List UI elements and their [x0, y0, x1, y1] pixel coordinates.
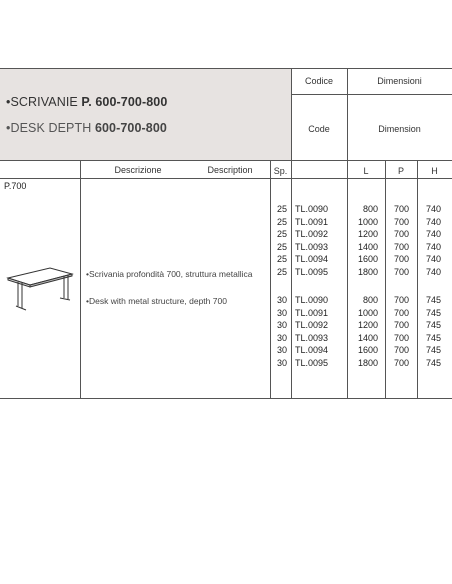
table-cell-code: TL.0095	[295, 357, 329, 368]
description-english-text: Desk with metal structure, depth 700	[88, 296, 227, 306]
header-dimension: Dimension	[378, 124, 421, 134]
table-cell-code: TL.0093	[295, 332, 329, 343]
table-cell-p: 700	[393, 254, 409, 264]
table-cell-p: 700	[393, 345, 409, 355]
table-cell-sp: 30	[276, 295, 287, 305]
table-cell-h: 740	[425, 254, 441, 264]
table-cell-code: TL.0093	[295, 241, 329, 252]
table-cell-h: 745	[425, 295, 441, 305]
table-cell-code: TL.0095	[295, 266, 329, 277]
table-cell-p: 700	[393, 357, 409, 368]
table-cell-l: 800	[362, 295, 378, 305]
table-cell-l: 1400	[357, 241, 378, 252]
table-cell-p: 700	[393, 229, 409, 239]
title-box	[0, 68, 291, 160]
table-cell-l: 1000	[357, 216, 378, 227]
title-italian-range: P. 600-700-800	[81, 95, 168, 109]
table-cell-code: TL.0090	[295, 204, 329, 214]
desk-icon	[8, 268, 72, 310]
table-cell-code: TL.0092	[295, 229, 329, 239]
table-cell-l: 1600	[357, 345, 378, 355]
table-cell-code: TL.0094	[295, 254, 329, 264]
desk-illustration	[6, 258, 76, 318]
title-english-range: 600-700-800	[94, 121, 167, 135]
table-cell-h: 740	[425, 229, 441, 239]
table-cell-h: 740	[425, 266, 441, 277]
header-codice: Codice	[304, 76, 333, 86]
table-cell-p: 700	[393, 241, 409, 252]
table-cell-sp: 30	[276, 307, 287, 318]
header-h: H	[431, 166, 438, 176]
table-cell-sp: 25	[276, 204, 287, 214]
table-cell-code: TL.0091	[295, 307, 329, 318]
table-cell-p: 700	[393, 266, 409, 277]
table-cell-h: 745	[425, 357, 441, 368]
table-cell-h: 740	[425, 216, 441, 227]
table-cell-h: 745	[425, 320, 441, 330]
title-italian-prefix: SCRIVANIE	[10, 95, 82, 109]
description-english: •Desk with metal structure, depth 700	[86, 296, 227, 306]
table-cell-sp: 25	[276, 229, 287, 239]
table-cell-sp: 25	[276, 266, 287, 277]
header-l: L	[363, 166, 369, 176]
table-cell-sp: 30	[276, 345, 287, 355]
table-cell-l: 800	[362, 204, 378, 214]
table-cell-code: TL.0091	[295, 216, 329, 227]
table-cell-p: 700	[393, 307, 409, 318]
title-english: •DESK DEPTH 600-700-800	[6, 121, 167, 135]
table-cell-l: 1400	[357, 332, 378, 343]
table-cell-l: 1600	[357, 254, 378, 264]
table-cell-code: TL.0092	[295, 320, 329, 330]
table-cell-p: 700	[393, 216, 409, 227]
table-cell-l: 1800	[357, 266, 378, 277]
header-sp: Sp.	[273, 166, 288, 176]
table-cell-sp: 30	[276, 320, 287, 330]
table-cell-h: 745	[425, 345, 441, 355]
rule-col-desc-left	[80, 160, 81, 399]
description-italian-text: Scrivania profondità 700, struttura metallica	[88, 269, 253, 279]
table-cell-sp: 30	[276, 332, 287, 343]
section-label: P.700	[4, 181, 27, 191]
table-cell-h: 745	[425, 307, 441, 318]
table-cell-p: 700	[393, 332, 409, 343]
table-cell-l: 1000	[357, 307, 378, 318]
header-p: P	[397, 166, 404, 176]
description-italian: •Scrivania profondità 700, struttura metallica	[86, 269, 253, 279]
table-cell-sp: 25	[276, 254, 287, 264]
table-cell-h: 740	[425, 204, 441, 214]
table-cell-code: TL.0094	[295, 345, 329, 355]
header-code: Code	[308, 124, 330, 134]
table-cell-p: 700	[393, 295, 409, 305]
rule-col-code-left	[291, 68, 292, 399]
rule-col-dim-left	[347, 68, 348, 399]
header-dimensioni: Dimensioni	[377, 76, 422, 86]
table-cell-p: 700	[393, 320, 409, 330]
rule-header-split	[291, 94, 452, 95]
table-cell-h: 745	[425, 332, 441, 343]
table-cell-l: 1800	[357, 357, 378, 368]
table-cell-p: 700	[393, 204, 409, 214]
header-description: Description	[207, 165, 253, 175]
table-cell-h: 740	[425, 241, 441, 252]
table-cell-sp: 25	[276, 216, 287, 227]
header-descrizione: Descrizione	[114, 165, 162, 175]
table-cell-code: TL.0090	[295, 295, 329, 305]
table-cell-l: 1200	[357, 229, 378, 239]
table-cell-l: 1200	[357, 320, 378, 330]
table-cell-sp: 25	[276, 241, 287, 252]
title-english-prefix: DESK DEPTH	[10, 121, 95, 135]
title-italian: •SCRIVANIE P. 600-700-800	[6, 95, 168, 109]
rule-top	[0, 68, 452, 69]
table-cell-sp: 30	[276, 357, 287, 368]
